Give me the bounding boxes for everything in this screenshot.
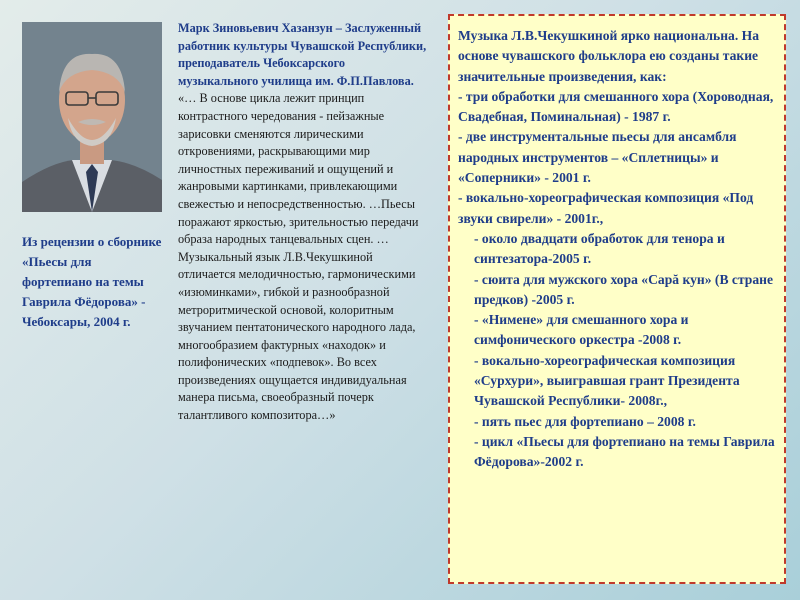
review-source-caption xyxy=(22,232,162,332)
caption-place-year: Чебоксары, 2004 г. xyxy=(22,314,131,329)
works-panel xyxy=(448,14,786,584)
review-author: Марк Зиновьевич Хазанзун – Заслуженный работник культуры Чувашской Республики, преподаватель Чебоксарского музыкального училища им. Ф.П.Павлова. xyxy=(178,21,427,88)
works-item: - сюита для мужского хора «Сарă кун» (В стране предков) -2005 г. xyxy=(474,271,774,307)
works-item: - пять пьес для фортепиано – 2008 г. xyxy=(474,413,696,429)
review-quote: «… В основе цикла лежит принцип контрастного чередования - пейзажные зарисовки сменяются лирическими откровениями, раскрывающими мир личностных переживаний и ощущений и жанровыми картинками, привлекающими свежестью и непосредственностью. …Пьесы поражают яркостью, зрительностью передачи образа народных танцевальных сцен. …Музыкальный язык Л.В.Чекушкиной отличается мелодичностью, гармоническими «изюминками», гибкой и разнообразной метроритмической основой, колоритным звучанием пентатонического народного лада, многообразием фактурных «находок» и полифонических «подпевок». Во всех произведениях ощущается индивидуальная манера письма, своеобразный почерк талантливого композитора…» xyxy=(178,91,419,423)
author-portrait xyxy=(22,22,162,212)
caption-text: Из рецензии о сборнике «Пьесы для фортепиано на темы Гаврила Фёдорова» - xyxy=(22,234,162,309)
works-intro: Музыка Л.В.Чекушкиной ярко национальна. На основе чувашского фольклора ею созданы такие значительные произведения, как: xyxy=(458,28,760,84)
works-item: - две инструментальные пьесы для ансамбля народных инструментов – «Сплетницы» и «Соперники» - 2001 г. xyxy=(458,129,737,186)
works-item: - три обработки для смешанного хора (Хороводная, Свадебная, Поминальная) - 1987 г. xyxy=(458,88,774,125)
works-item: - вокально-хореографическая композиция «Сурхури», выигравшая грант Президента Чувашской Республики- 2008г., xyxy=(474,352,740,409)
works-item: - цикл «Пьесы для фортепиано на темы Гаврила Фёдорова»-2002 г. xyxy=(474,433,775,470)
works-item: - «Нимене» для смешанного хора и симфонического оркестра -2008 г. xyxy=(474,312,689,348)
portrait-illustration xyxy=(22,22,162,212)
review-text-block xyxy=(178,20,428,425)
works-item: - около двадцати обработок для тенора и синтезатора-2005 г. xyxy=(474,230,725,267)
works-item: - вокально-хореографическая композиция «Под звуки свирели» - 2001г., xyxy=(458,190,754,226)
